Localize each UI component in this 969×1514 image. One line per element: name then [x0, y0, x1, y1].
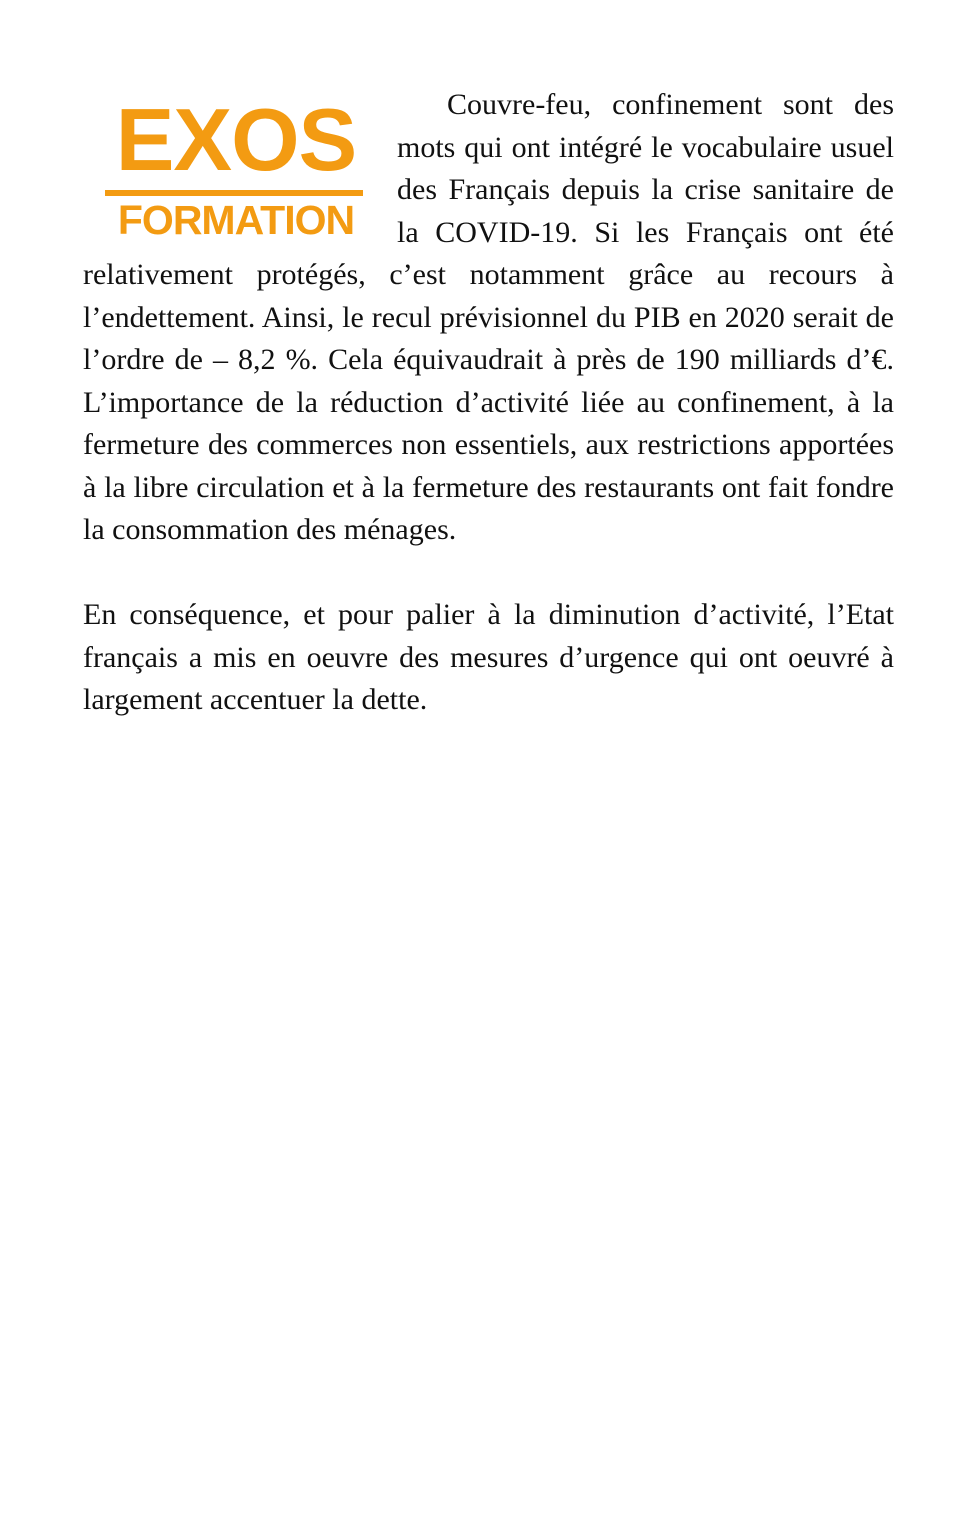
- document-page: [83, 84, 894, 722]
- logo-wordmark-exos: EXOS: [115, 90, 357, 189]
- logo-wordmark-formation: FORMATION: [117, 197, 355, 243]
- paragraph-intro: Couvre-feu, confinement sont des mots qui ont intégré le vocabulaire usuel des Français depuis la crise sanitaire de la COVID-19. Si les Français ont été relativement protégés, c’est notamment grâce au recours à l’endettement. Ainsi, le recul prévisionnel du PIB en 2020 serait de l’ordre de – 8,2 %. Cela équivaudrait à près de 190 milliards d’€. L’importance de la réduction d’activité liée au confinement, à la fermeture des commerces non essentiels, aux restrictions apportées à la libre circulation et à la fermeture des restaurants ont fait fondre la consommation des ménages.: [83, 88, 894, 546]
- exos-formation-logo: [105, 90, 367, 246]
- logo-divider: [105, 190, 363, 196]
- paragraph-conclusion: En conséquence, et pour palier à la diminution d’activité, l’Etat français a mis en oeuvre des mesures d’urgence qui ont oeuvré à largement accentuer la dette.: [83, 598, 894, 716]
